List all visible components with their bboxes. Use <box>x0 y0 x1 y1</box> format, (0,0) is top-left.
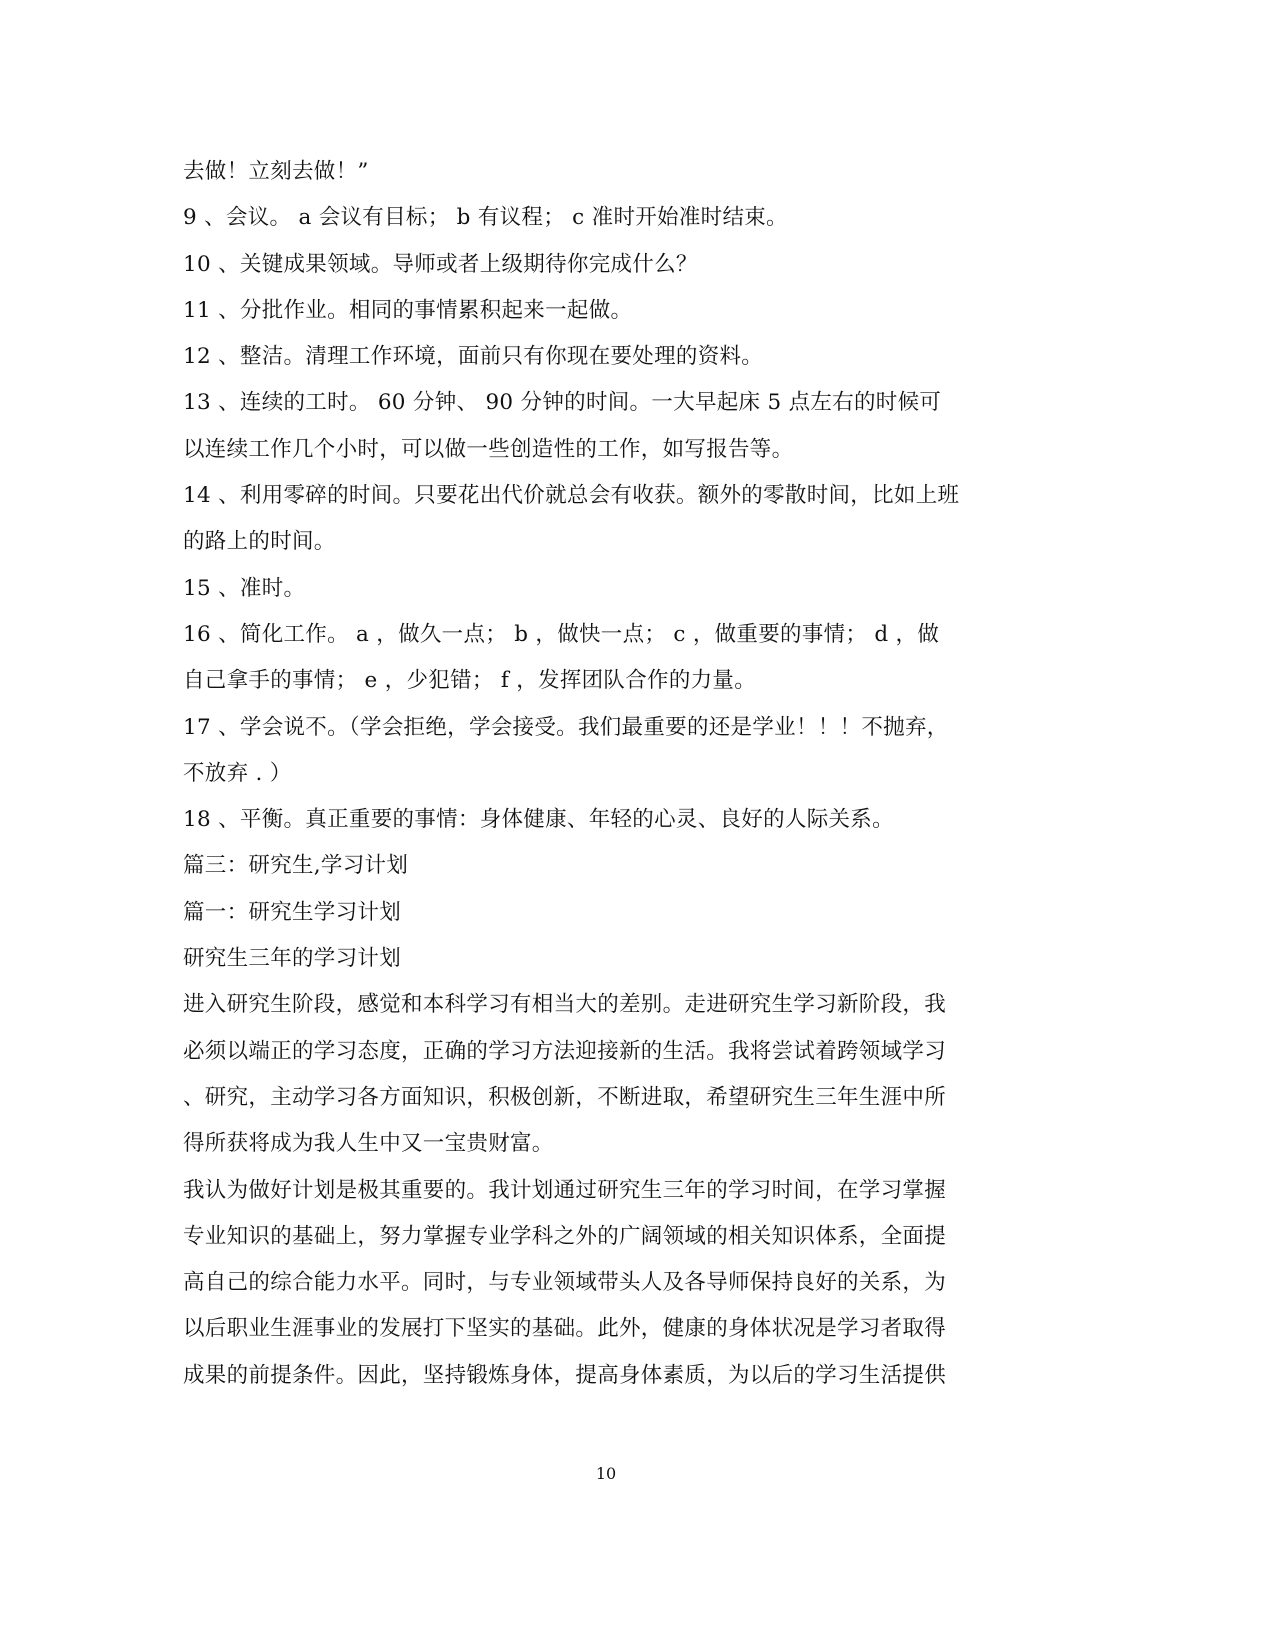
text-line: 18 、平衡。真正重要的事情：身体健康、年轻的心灵、良好的人际关系。 <box>183 807 894 833</box>
text-line: 17 、学会说不。（学会拒绝，学会接受。我们最重要的还是学业！！！不抛弃， <box>183 714 949 740</box>
text-line: 专业知识的基础上，努力掌握专业学科之外的广阔领域的相关知识体系，全面提 <box>183 1223 947 1249</box>
text-line: 自己拿手的事情； e ，少犯错； f ，发挥团队合作的力量。 <box>183 668 757 694</box>
text-line: 进入研究生阶段，感觉和本科学习有相当大的差别。走进研究生学习新阶段，我 <box>183 992 947 1018</box>
text-line: 、研究，主动学习各方面知识，积极创新，不断进取，希望研究生三年生涯中所 <box>183 1084 947 1110</box>
text-line: 篇三：研究生,学习计划 <box>183 853 409 879</box>
text-line: 成果的前提条件。因此，坚持锻炼身体，提高身体素质，为以后的学习生活提供 <box>183 1362 947 1388</box>
text-line: 13 、连续的工时。 60 分钟、 90 分钟的时间。一大早起床 5 点左右的时候可 <box>183 390 942 416</box>
page-number: 10 <box>595 1464 617 1483</box>
text-line: 得所获将成为我人生中又一宝贵财富。 <box>183 1131 554 1157</box>
text-line: 必须以端正的学习态度，正确的学习方法迎接新的生活。我将尝试着跨领域学习 <box>183 1038 947 1064</box>
text-line: 10 、关键成果领域。导师或者上级期待你完成什么？ <box>183 251 698 277</box>
text-line: 研究生三年的学习计划 <box>183 946 402 972</box>
text-line: 14 、利用零碎的时间。只要花出代价就总会有收获。额外的零散时间，比如上班 <box>183 483 960 509</box>
text-line: 不放弃 . ） <box>183 760 292 786</box>
text-line: 以连续工作几个小时，可以做一些创造性的工作，如写报告等。 <box>183 436 794 462</box>
text-line: 我认为做好计划是极其重要的。我计划通过研究生三年的学习时间，在学习掌握 <box>183 1177 947 1203</box>
document-body <box>183 157 1033 1407</box>
text-line: 9 、会议。 a 会议有目标； b 有议程； c 准时开始准时结束。 <box>183 205 788 231</box>
text-line: 的路上的时间。 <box>183 529 336 555</box>
text-line: 去做！立刻去做！” <box>183 159 369 184</box>
text-line: 15 、准时。 <box>183 575 306 601</box>
text-line: 以后职业生涯事业的发展打下坚实的基础。此外，健康的身体状况是学习者取得 <box>183 1316 947 1342</box>
text-line: 篇一：研究生学习计划 <box>183 899 402 925</box>
text-line: 高自己的综合能力水平。同时，与专业领域带头人及各导师保持良好的关系，为 <box>183 1270 947 1296</box>
text-line: 16 、简化工作。 a ，做久一点； b ，做快一点； c ，做重要的事情； d ，做 <box>183 621 940 647</box>
text-line: 12 、整洁。清理工作环境，面前只有你现在要处理的资料。 <box>183 344 764 370</box>
text-line: 11 、分批作业。相同的事情累积起来一起做。 <box>183 297 633 323</box>
